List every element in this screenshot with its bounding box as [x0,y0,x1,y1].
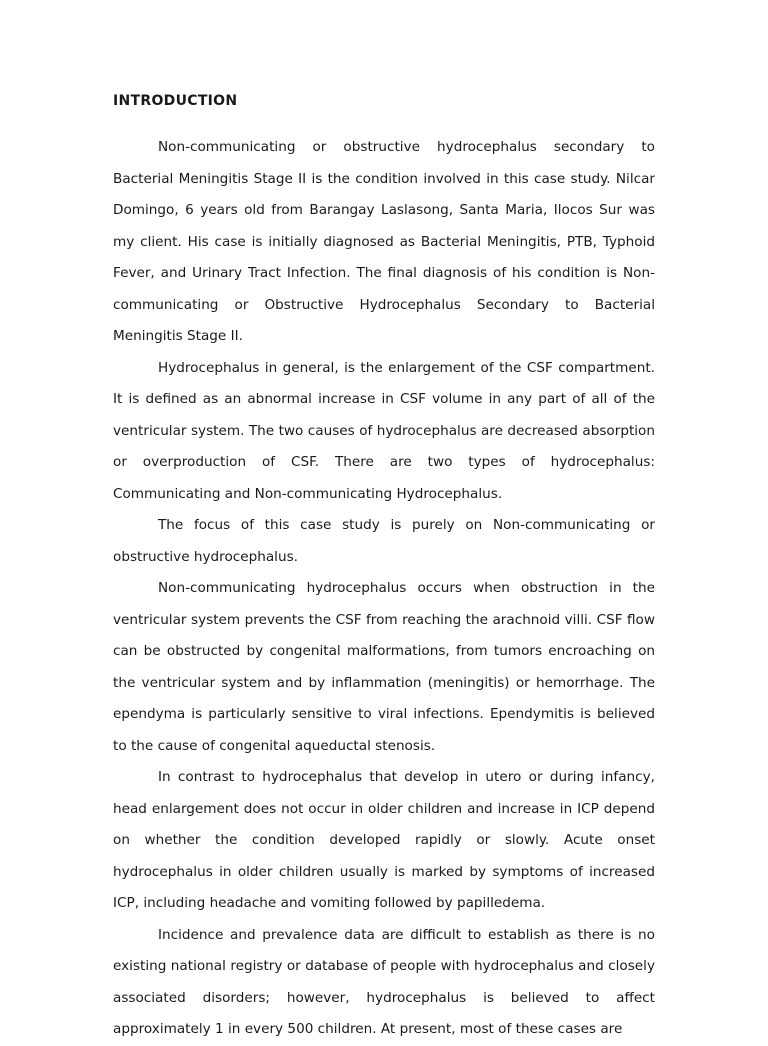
paragraph: Non-communicating hydrocephalus occurs when obstruction in the ventricular system prevents the CSF from reaching the arachnoid villi. CSF flow can be obstructed by congenital malformations, from tumors encroaching on the ventricular system and by inflammation (meningitis) or hemorrhage. The ependyma is particularly sensitive to viral infections. Ependymitis is believed to the cause of congenital aqueductal stenosis. [113,580,655,754]
paragraph: In contrast to hydrocephalus that develop in utero or during infancy, head enlargement does not occur in older children and increase in ICP depend on whether the condition developed rapidly or slowly. Acute onset hydrocephalus in older children usually is marked by symptoms of increased ICP, including headache and vomiting followed by papilledema. [113,769,655,911]
paragraph: Non-communicating or obstructive hydrocephalus secondary to Bacterial Meningitis Stage II is the condition involved in this case study. Nilcar Domingo, 6 years old from Barangay Laslasong, Santa Maria, Ilocos Sur was my client. His case is initially diagnosed as Bacterial Meningitis, PTB, Typhoid Fever, and Urinary Tract Infection. The final diagnosis of his condition is Non-communicating or Obstructive Hydrocephalus Secondary to Bacterial Meningitis Stage II. [113,139,655,344]
body-text [113,132,655,1046]
paragraph: The focus of this case study is purely on Non-communicating or obstructive hydrocephalus. [113,517,655,565]
paragraph: Hydrocephalus in general, is the enlargement of the CSF compartment. It is defined as an abnormal increase in CSF volume in any part of all of the ventricular system. The two causes of hydrocephalus are decreased absorption or overproduction of CSF. There are two types of hydrocephalus: Communicating and Non-communicating Hydrocephalus. [113,359,655,502]
paragraph: Incidence and prevalence data are difficult to establish as there is no existing national registry or database of people with hydrocephalus and closely associated disorders; however, hydrocephalus is believed to affect approximately 1 in every 500 children. At present, most of these cases are [113,926,655,1037]
section-heading: INTRODUCTION [113,93,238,109]
